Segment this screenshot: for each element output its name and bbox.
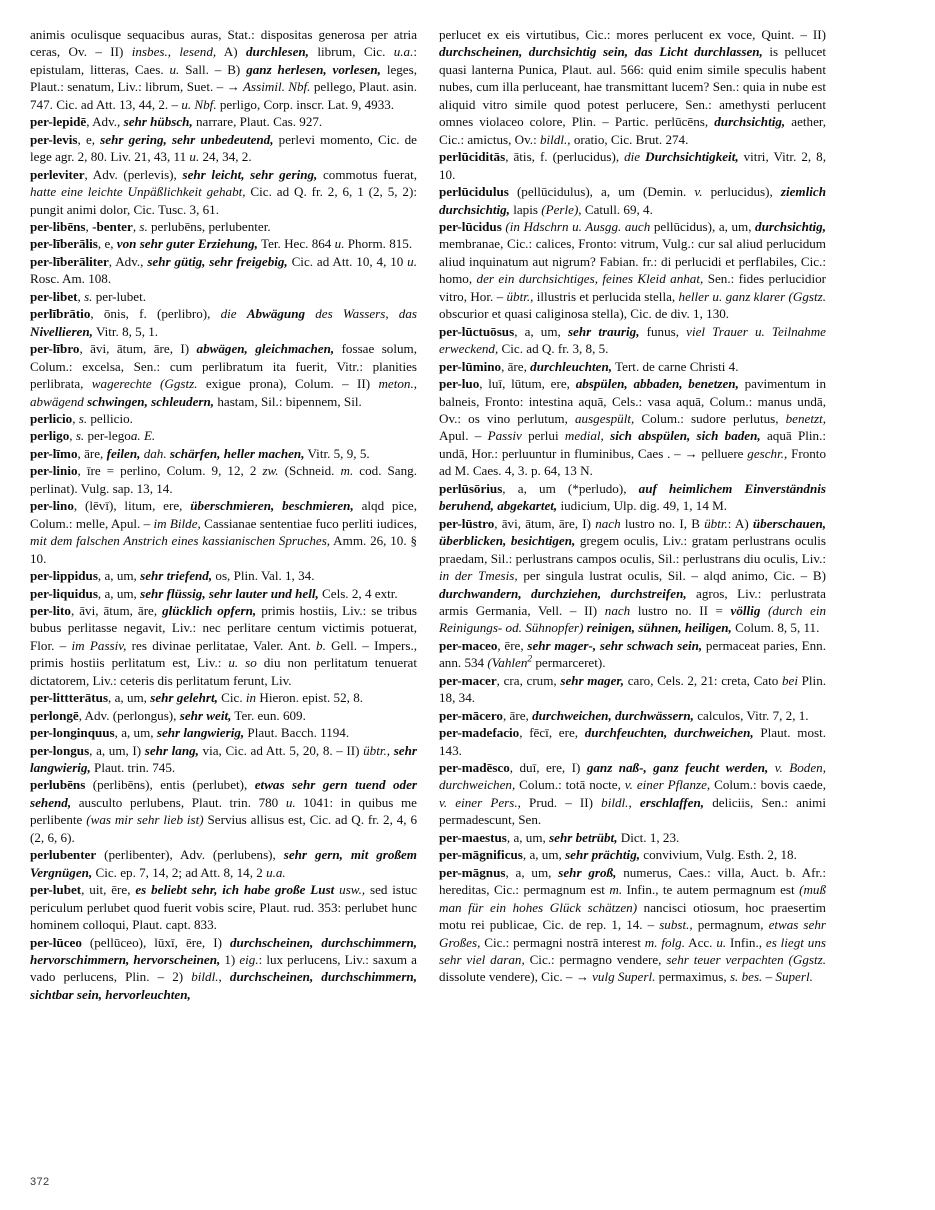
page-columns: [30, 26, 907, 1161]
entry-note: nach: [604, 602, 631, 618]
dictionary-entry: perlubēns (perlibēns), entis (perlubet), etwas sehr gern tuend oder sehend, ausculto perlubens, Plaut. trin. 780 u. 1041: in quibus me perlibente (was mir sehr lieb ist) Servius allisus est, Cic. ad Q. fr. 2, 4, 6 (2, 6, 6).: [30, 777, 417, 845]
dictionary-entry: per-lībro, āvi, ātum, āre, I) abwägen, gleichmachen, fossae solum, Colum.: excelsa, Sen.: cum perlibratum ita fuerit, Vitr.: planities perlibrata, wagerechte (Ggstz. exigue prona), Colum. – II) meton., abwägend schwingen, schleudern, hastam, Sil.: bipennem, Sil.: [30, 341, 418, 409]
entry-note: Assimil. Nbf.: [243, 79, 311, 95]
dictionary-entry: per-madefacio, fēcī, ere, durchfeuchten, durchweichen, Plaut. most. 143.: [439, 725, 827, 758]
entry-headword: per-macer: [439, 672, 497, 688]
entry-note: wagerechte (Ggstz.: [91, 376, 198, 392]
dictionary-entry: per-lūcidus (in Hdschrn u. Ausgg. auch pellūcidus), a, um, durchsichtig, membranae, Cic.: calices, Fronto: vitrum, Vulg.: cur sal aliud perlucidum aliud inquinatum aut nigrum? Fabian. fr.: di perlucidi et perflabiles, Cic.: homo, der ein durchsichtiges, feines Kleid anhat, Sen.: fides perlucidior vitro, Hor. – übtr., illustris et perlucida stella, heller u. ganz klarer (Ggstz. obscurior et quasi caliginosa stella), Cic. de div. 1, 130.: [439, 218, 827, 322]
dictionary-entry: per-longus, a, um, I) sehr lang, via, Cic. ad Att. 5, 20, 8. – II) übtr., sehr langwierig, Plaut. trin. 745.: [30, 742, 417, 776]
german-gloss: Nivellieren,: [30, 323, 93, 339]
dictionary-entry: per-lūceo (pellūceo), lūxī, ēre, I) durchscheinen, durchschimmern, hervorschimmern, hervorscheinen, 1) eig.: lux perlucens, Liv.: saxum a vado perlucens, Plin. – 2) bildl., durchscheinen, durchschimmern, sichtbar sein, hervorleuchten,: [30, 934, 417, 1002]
entry-note: s.: [139, 218, 148, 234]
german-gloss: durchsichtig,: [755, 218, 826, 234]
entry-note: u.: [285, 794, 296, 810]
entry-headword: per-longinquus: [30, 725, 115, 741]
entry-note: bildl.,: [601, 794, 632, 810]
entry-note: b.: [316, 637, 326, 653]
german-gloss: schärfen, heller machen,: [169, 445, 305, 461]
german-gloss: von sehr guter Erziehung,: [116, 236, 258, 252]
dictionary-entry: per-linio, īre = perlino, Colum. 9, 12, 2 zw. (Schneid. m. cod. Sang. perlinat). Vulg. sap. 13, 14.: [30, 463, 417, 496]
entry-note: in der Tmesis,: [439, 568, 518, 584]
entry-note: mit dem falschen Anstrich eines kassianischen Spruches,: [30, 533, 331, 549]
german-gloss: es beliebt sehr, ich habe große Lust: [135, 882, 335, 898]
german-gloss: feilen,: [106, 445, 141, 461]
german-gloss: sehr gütig, sehr freigebig,: [147, 253, 288, 269]
entry-headword: per-lūstro: [439, 515, 495, 531]
entry-headword: per-lībro: [30, 341, 80, 357]
dictionary-entry: per-liquidus, a, um, sehr flüssig, sehr lauter und hell, Cels. 2, 4 extr.: [30, 585, 398, 601]
entry-note: etwas sehr Großes,: [439, 917, 826, 950]
right-text-column: [439, 26, 826, 986]
entry-note: der ein durchsichtiges, feines Kleid anhat,: [476, 271, 704, 287]
german-gloss: sehr groß,: [558, 864, 617, 880]
entry-headword: per-luo: [439, 376, 480, 392]
dictionary-entry: perlūsōrius, a, um (*perludo), auf heimlichem Einverständnis beruhend, abgekartet, iudicium, Ulp. dig. 49, 1, 14 M.: [439, 480, 826, 514]
german-gloss: sehr langwierig,: [156, 725, 245, 741]
german-gloss: durchfeuchten, durchweichen,: [584, 725, 754, 741]
entry-headword: per-libēns: [30, 218, 86, 234]
dictionary-entry: animis oculisque sequacibus auras, Stat.: dispositas generosa per atria ceras, Ov. – II) insbes., lesend, A) durchlesen, librum, Cic. u.a.: epistulam, litteras, Caes. u. Sall. – B) ganz herlesen, vorlesen, leges, Plaut.: senatum, Liv.: librum, Suet. – → Assimil. Nbf. pellego, Plaut. asin. 747. Cic. ad Att. 13, 44, 2. – u. Nbf. perligo, Corp. inscr. Lat. 9, 4933.: [30, 27, 418, 112]
entry-note: s.: [75, 428, 85, 444]
german-gloss: ziemlich durchsichtig,: [439, 184, 826, 217]
german-gloss: durchweichen, durchwässern,: [532, 707, 694, 723]
entry-note: u.: [407, 253, 417, 269]
dictionary-entry: per-libet, s. per-lubet.: [30, 288, 146, 304]
entry-note: u.a.: [393, 44, 414, 60]
entry-note: übtr.,: [363, 742, 391, 758]
entry-note: 2: [527, 654, 533, 665]
entry-note: die: [624, 149, 646, 165]
entry-headword: per-madefacio: [439, 725, 520, 741]
dictionary-entry: per-mācero, āre, durchweichen, durchwässern, calculos, Vitr. 7, 2, 1.: [439, 707, 809, 723]
entry-headword: perligo: [30, 428, 70, 444]
entry-headword: per-lito: [30, 602, 71, 618]
dictionary-entry: per-macer, cra, crum, sehr mager, caro, Cels. 2, 21: creta, Cato bei Plin. 18, 34.: [439, 672, 827, 706]
entry-note: bildl.,: [191, 969, 222, 985]
german-gloss: sehr weit,: [179, 707, 232, 723]
entry-headword: per-līmo: [30, 445, 78, 461]
entry-note: v. Boden, durchweichen,: [439, 760, 826, 793]
entry-note: viel Trauer u. Teilnahme erweckend,: [439, 323, 826, 357]
entry-note: eig.: [239, 952, 259, 968]
entry-headword: per-līberāliter: [30, 253, 109, 269]
german-gloss: sehr mager-, sehr schwach sein,: [527, 637, 703, 653]
dictionary-entry: perleviter, Adv. (perlevis), sehr leicht, sehr gering, commotus fuerat, hatte eine leichte Unpäßlichkeit gehabt, Cic. ad Q. fr. 2, 6, 1 (2, 5, 2): pungit animi dolor, Cic. Tusc. 3, 61.: [30, 166, 418, 217]
entry-headword: per-līberālis: [30, 236, 98, 252]
entry-headword: perlongē: [30, 707, 79, 723]
entry-headword: perlicio: [30, 410, 73, 426]
german-gloss: durchscheinen, durchsichtig sein, das Licht durchlassen,: [439, 44, 763, 60]
german-gloss: auf heimlichem Einverständnis beruhend, abgekartet,: [439, 480, 826, 514]
dictionary-entry: perlūcidulus (pellūcidulus), a, um (Demin. v. perlucidus), ziemlich durchsichtig, lapis (Perle), Catull. 69, 4.: [439, 184, 826, 217]
entry-note: (durch ein Reinigungs- od. Sühnopfer): [439, 602, 827, 636]
entry-note: u.: [334, 236, 345, 252]
dictionary-entry: per-maceo, ēre, sehr mager-, sehr schwach sein, permaceat paries, Enn. ann. 534 (Vahlen$^2$ permarceret).: [439, 637, 826, 671]
german-gloss: sehr prächtig,: [565, 847, 641, 863]
dictionary-entry: per-lūmino, āre, durchleuchten, Tert. de carne Christi 4.: [439, 358, 739, 374]
entry-note: die: [220, 306, 247, 322]
entry-note: hatte eine leichte Unpäßlichkeit gehabt,: [30, 184, 246, 200]
entry-note: u.: [189, 149, 200, 165]
entry-note: s.: [78, 410, 88, 426]
entry-note: ausgespült,: [574, 410, 635, 426]
entry-note: usw.,: [334, 882, 366, 898]
german-gloss: durchwandern, durchziehen, durchstreifen,: [439, 585, 687, 601]
dictionary-entry: per-maestus, a, um, sehr betrübt, Dict. 1, 23.: [439, 829, 680, 845]
entry-note: dah.: [140, 445, 170, 461]
german-gloss: sehr lang,: [144, 742, 199, 758]
dictionary-entry: perlubenter (perlibenter), Adv. (perlubens), sehr gern, mit großem Vergnügen, Cic. ep. 7, 14, 2; ad Att. 8, 14, 2 u.a.: [30, 847, 417, 880]
dictionary-entry: per-luo, luī, lūtum, ere, abspülen, abbaden, benetzen, pavimentum in balneis, Fronto: intestina aquā, Cels.: vasa aquā, Colum.: manus undā, Ov.: os vino perlutum, ausgespült, Colum.: sudore perlutus, benetzt, Apul. – Passiv perlui medial, sich abspülen, sich baden, aquā Plin.: undā, Hor.: perluuntur in fluminibus, Caes . – → pelluere geschr., Fronto ad M. Caes. 4, 3. p. 64, 13 N.: [439, 376, 826, 479]
german-gloss: Durchsichtigkeit,: [645, 149, 739, 165]
entry-note: meton., abwägend: [30, 376, 418, 409]
german-gloss: ganz herlesen, vorlesen,: [246, 61, 381, 77]
entry-note: Passiv: [487, 428, 522, 444]
dictionary-entry: per-līberālis, e, von sehr guter Erziehung, Ter. Hec. 864 u. Phorm. 815.: [30, 236, 413, 252]
dictionary-entry: per-madēsco, duī, ere, I) ganz naß-, ganz feucht werden, v. Boden, durchweichen, Colum.: totā nocte, v. einer Pflanze, Colum.: bovis caede, v. einer Pers., Prud. – II) bildl., erschlaffen, deliciis, Sen.: animi permadescunt, Sen.: [439, 760, 826, 828]
entry-note: subst.,: [659, 917, 693, 933]
german-gloss: durchscheinen, durchschimmern, sichtbar sein, hervorleuchten,: [30, 969, 417, 1002]
german-gloss: abwägen, gleichmachen,: [196, 341, 335, 357]
entry-note: (muß man für ein hohes Glück schätzen): [439, 882, 826, 915]
german-gloss: sehr betrübt,: [549, 829, 618, 845]
entry-note: u.: [169, 61, 180, 77]
left-text-column: [30, 26, 417, 1003]
dictionary-entry: per-līmo, āre, feilen, dah. schärfen, heller machen, Vitr. 5, 9, 5.: [30, 445, 370, 461]
entry-note: übtr.,: [506, 288, 534, 304]
dictionary-entry: per-lūstro, āvi, ātum, āre, I) nach lustro no. I, B übtr.: A) überschauen, überblicken, besichtigen, gregem oculis, Liv.: gratam perlustrans oculis praedam, Sil.: perlustrans campos oculis, Sil.: perlustrans diu oculis, Liv.: in der Tmesis, per singula lustrat oculis, Sil. – alqd animo, Cic. – B) durchwandern, durchziehen, durchstreifen, agros, Liv.: perlustrata armis Germania, Vell. – II) nach lustro no. II = völlig (durch ein Reinigungs- od. Sühnopfer) reinigen, sühnen, heiligen, Colum. 8, 5, 11.: [439, 515, 827, 636]
german-gloss: durchscheinen, durchschimmern, hervorschimmern, hervorscheinen,: [30, 934, 417, 968]
german-gloss: ganz naß-, ganz feucht werden,: [586, 760, 769, 776]
dictionary-entry: per-lepidē, Adv., sehr hübsch, narrare, Plaut. Cas. 927.: [30, 114, 323, 130]
dictionary-entry: per-littterātus, a, um, sehr gelehrt, Cic. in Hieron. epist. 52, 8.: [30, 690, 364, 706]
entry-note: bildl.,: [539, 131, 571, 147]
dictionary-entry: per-līberāliter, Adv., sehr gütig, sehr freigebig, Cic. ad Att. 10, 4, 10 u. Rosc. Am. 108.: [30, 253, 417, 287]
german-gloss: völlig: [730, 602, 761, 618]
german-gloss: sehr gelehrt,: [150, 690, 218, 706]
entry-headword: perlūcidulus: [439, 184, 509, 200]
entry-note: (Perle),: [541, 201, 582, 217]
entry-headword: per-lūctuōsus: [439, 323, 515, 339]
entry-headword: per-levis: [30, 131, 78, 147]
entry-note: v.: [694, 184, 703, 200]
entry-headword: per-longus: [30, 742, 90, 758]
german-gloss: sehr gern, mit großem Vergnügen,: [30, 847, 417, 880]
entry-headword: perlūsōrius: [439, 480, 503, 496]
entry-note: medial,: [564, 428, 604, 444]
german-gloss: sehr mager,: [560, 672, 625, 688]
entry-note: in: [245, 690, 257, 706]
entry-headword: per-linio: [30, 463, 78, 479]
entry-headword: per-lūceo: [30, 934, 82, 950]
entry-note: m. folg.: [644, 934, 685, 950]
entry-headword: perlībrātio: [30, 306, 91, 322]
dictionary-entry: per-libēns, -benter, s. perlubēns, perlubenter.: [30, 218, 271, 234]
entry-note: (Vahlen: [487, 655, 528, 671]
entry-note: u.a.: [266, 864, 286, 880]
german-gloss: sehr langwierig,: [30, 742, 417, 776]
entry-note: sehr teuer verpachten (Ggstz.: [666, 952, 826, 968]
german-gloss: schwingen, schleudern,: [87, 393, 215, 409]
entry-headword: per-libet: [30, 288, 78, 304]
german-gloss: sich abspülen, sich baden,: [610, 428, 761, 444]
german-gloss: sehr gering, sehr unbedeutend,: [100, 131, 274, 147]
entry-note: s.: [84, 288, 93, 304]
entry-note: im Passiv,: [71, 637, 127, 653]
entry-note: s. bes. – Superl.: [729, 969, 813, 985]
german-gloss: durchsichtig,: [714, 114, 786, 130]
entry-headword: per-māgnificus: [439, 847, 523, 863]
entry-headword: per-lūmino: [439, 358, 502, 374]
entry-note: zw.: [262, 463, 279, 479]
entry-note: bei: [781, 672, 798, 688]
entry-note: m.: [609, 882, 623, 898]
german-gloss: etwas sehr gern tuend oder sehend,: [30, 777, 417, 810]
entry-note: u. Nbf.: [181, 96, 217, 112]
german-gloss: erschlaffen,: [639, 794, 705, 810]
entry-note: heller u. ganz klarer (Ggstz.: [678, 288, 826, 304]
entry-headword: per-littterātus: [30, 690, 109, 706]
german-gloss: reinigen, sühnen, heiligen,: [586, 620, 732, 636]
dictionary-entry: perlībrātio, ōnis, f. (perlibro), die Abwägung des Wassers, das Nivellieren, Vitr. 8, 5, 1.: [30, 306, 418, 339]
entry-headword: per-mācero: [439, 707, 503, 723]
entry-headword: per-lūcidus: [439, 218, 502, 234]
german-gloss: durchlesen,: [246, 44, 309, 60]
entry-headword: per-maestus: [439, 829, 507, 845]
german-gloss: abspülen, abbaden, benetzen,: [575, 376, 739, 392]
german-gloss: sehr triefend,: [140, 568, 213, 584]
german-gloss: sehr flüssig, sehr lauter und hell,: [140, 585, 319, 601]
entry-headword: perlubenter: [30, 847, 97, 863]
entry-note: m.: [340, 463, 354, 479]
entry-note: im Bilde,: [153, 515, 201, 531]
entry-headword: -benter: [92, 218, 133, 234]
dictionary-entry: per-lubet, uit, ēre, es beliebt sehr, ich habe große Lust usw., sed istuc periculum perlubet quod fuerit vobis scire, Plaut. rud. 353: perlubet hunc hominem colloqui, Plaut. capt. 833.: [30, 882, 418, 933]
dictionary-entry: perligo, s. per-legoa. E.: [30, 428, 156, 444]
entry-note: benetzt,: [785, 410, 826, 426]
entry-headword: per-madēsco: [439, 760, 510, 776]
german-gloss: sehr traurig,: [567, 323, 640, 339]
entry-headword: perleviter: [30, 166, 85, 182]
entry-note: v. einer Pflanze,: [624, 777, 711, 793]
entry-headword: per-lippidus: [30, 568, 98, 584]
german-gloss: überschmieren, beschmieren,: [190, 498, 354, 514]
german-gloss: sehr leicht, sehr gering,: [182, 166, 318, 182]
entry-note: insbes., lesend,: [131, 44, 217, 60]
german-gloss: glücklich opfern,: [162, 602, 257, 618]
entry-note: nach: [595, 515, 621, 531]
dictionary-entry: per-lino, (lēvī), litum, ere, überschmieren, beschmieren, alqd pice, Colum.: melle, Apul. – im Bilde, Cassianae sententiae fuco perliti iudices, mit dem falschen Anstrich eines kassianischen Spruches, Amm. 26, 10. § 10.: [30, 498, 418, 566]
entry-note: v. einer Pers.,: [439, 794, 521, 810]
dictionary-entry: per-māgnus, a, um, sehr groß, numerus, Caes.: villa, Auct. b. Afr.: hereditas, Cic.: permagnum est m. Infin., te autem permagnum est (muß man für ein hohes Glück schätzen) nancisci otiosum, hoc praesertim motu rei publicae, Cic. de rep. 1, 14. – subst., permagnum, etwas sehr Großes, Cic.: permagni nostrā interest m. folg. Acc. u. Infin., es liegt uns sehr viel daran, Cic.: permagno vendere, sehr teuer verpachten (Ggstz. dissolute vendere), Cic. – → vulg Superl. permaximus, s. bes. – Superl.: [439, 864, 826, 985]
entry-note: (was mir sehr lieb ist): [86, 812, 204, 828]
entry-note: des Wassers, das: [305, 306, 418, 322]
entry-headword: per-lepidē: [30, 114, 87, 130]
german-gloss: durchleuchten,: [530, 358, 613, 374]
entry-headword: perlūciditās: [439, 149, 506, 165]
entry-note: übtr.: [704, 515, 728, 531]
dictionary-entry: per-lito, āvi, ātum, āre, glücklich opfern, primis hostiis, Liv.: se tribus bubus perlitasse negavit, Liv.: nec perlitare centum victimis potuerat, Flor. – im Passiv, res divinae perlitatae, Valer. Ant. b. Gell. – Impers., primis hostiis perlitatum est, Liv.: u. so diu non perlitatum tenuerat dictatorem, Liv.: ceteris dis perlitatum ferunt, Liv.: [30, 602, 418, 688]
entry-note: u. so: [228, 655, 257, 671]
entry-headword: per-maceo: [439, 637, 498, 653]
entry-note: a. E.: [130, 428, 156, 444]
entry-note: geschr.,: [747, 445, 788, 461]
entry-headword: per-lino: [30, 498, 74, 514]
entry-note: es liegt uns sehr viel daran,: [439, 934, 826, 968]
dictionary-entry: per-lippidus, a, um, sehr triefend, os, Plin. Val. 1, 34.: [30, 568, 315, 584]
german-gloss: überschauen, überblicken, besichtigen,: [439, 515, 827, 549]
german-gloss: sehr hübsch,: [123, 114, 193, 130]
entry-headword: per-lubet: [30, 882, 82, 898]
dictionary-entry: per-lūctuōsus, a, um, sehr traurig, funus, viel Trauer u. Teilnahme erweckend, Cic. ad Q. fr. 3, 8, 5.: [439, 323, 826, 357]
dictionary-entry: perlongē, Adv. (perlongus), sehr weit, Ter. eun. 609.: [30, 707, 306, 723]
dictionary-entry: per-māgnificus, a, um, sehr prächtig, convivium, Vulg. Esth. 2, 18.: [439, 847, 797, 863]
entry-note: u.: [716, 934, 727, 950]
entry-headword: per-liquidus: [30, 585, 98, 601]
dictionary-entry: per-longinquus, a, um, sehr langwierig, Plaut. Bacch. 1194.: [30, 725, 350, 741]
entry-headword: per-māgnus: [439, 864, 506, 880]
dictionary-entry: perlicio, s. pellicio.: [30, 410, 133, 426]
dictionary-entry: perlūciditās, ātis, f. (perlucidus), die Durchsichtigkeit, vitri, Vitr. 2, 8, 10.: [439, 149, 826, 182]
german-gloss: Abwägung: [246, 306, 306, 322]
dictionary-entry: per-levis, e, sehr gering, sehr unbedeutend, perlevi momento, Cic. de lege agr. 2, 80. Liv. 21, 43, 11 u. 24, 34, 2.: [30, 131, 417, 165]
entry-note: (in Hdschrn u. Ausgg. auch: [505, 218, 651, 234]
entry-headword: perlubēns: [30, 777, 86, 793]
entry-note: vulg Superl.: [592, 969, 656, 985]
page-number: 372: [30, 1176, 50, 1188]
dictionary-entry: perlucet ex eis virtutibus, Cic.: mores perlucent ex voce, Quint. – II) durchscheinen, durchsichtig sein, das Licht durchlassen, is pellucet quasi lanterna Punica, Plaut. aul. 566: quid enim simile speculis habent nubes, cum illa perluceant, hae transmittant lucem? Sen.: quia in nube est aliquid vitro simile quod potest perlucere, Sen.: amethysti perlucent omnes violaceo colore, Plin. – Partic. perlūcēns, durchsichtig, aether, Cic.: amictus, Ov.: bildl., oratio, Cic. Brut. 274.: [439, 27, 826, 147]
